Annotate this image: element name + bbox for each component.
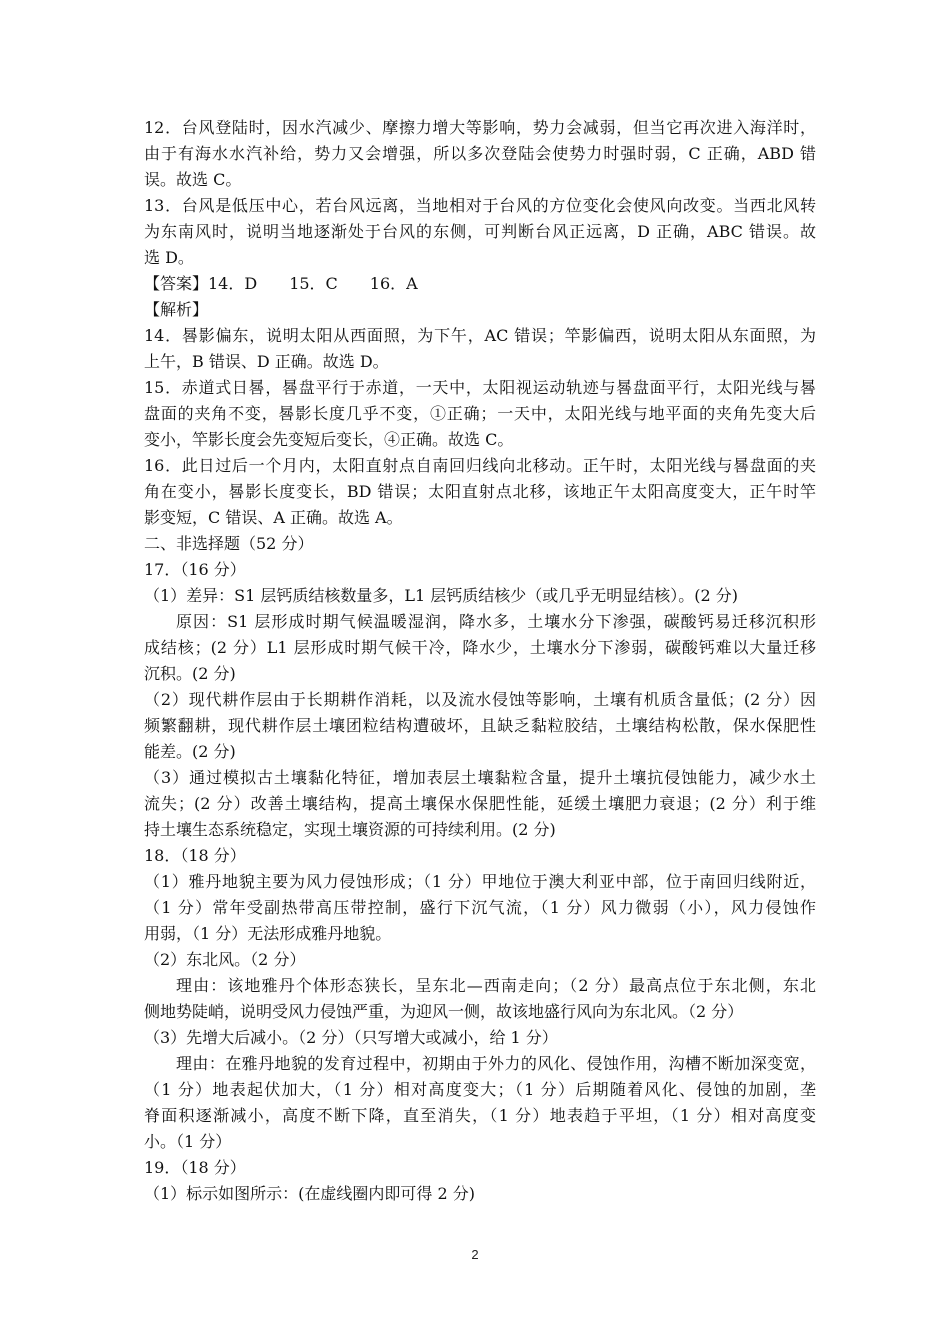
text-line: 盘面的夹角不变，晷影长度几乎不变，①正确；一天中，太阳光线与地平面的夹角先变大后 [144, 404, 816, 423]
text-line: 小。（1 分） [144, 1132, 232, 1151]
text-line: （2）东北风。（2 分） [144, 950, 306, 969]
section-heading: 二、非选择题（52 分） [144, 534, 314, 553]
text-line: （3）先增大后减小。（2 分）（只写增大或减小，给 1 分） [144, 1028, 558, 1047]
text-line: 12．台风登陆时，因水汽减少、摩擦力增大等影响，势力会减弱，但当它再次进入海洋时， [144, 118, 816, 137]
text-line: （1）雅丹地貌主要为风力侵蚀形成；（1 分）甲地位于澳大利亚中部，位于南回归线附近， [144, 872, 816, 891]
text-line: 频繁翻耕，现代耕作层土壤团粒结构遭破坏，且缺乏黏粒胶结，土壤结构松散，保水保肥性 [144, 716, 816, 735]
text-line: 成结核；(2 分）L1 层形成时期气候干冷，降水少，土壤水分下渗弱，碳酸钙难以大量迁移 [144, 638, 816, 657]
analysis-heading: 【解析】 [144, 300, 209, 319]
text-line: 误。故选 C。 [144, 170, 242, 189]
text-line: 16．此日过后一个月内，太阳直射点自南回归线向北移动。正午时，太阳光线与晷盘面的夹 [144, 456, 816, 475]
text-line: 流失；(2 分）改善土壤结构，提高土壤保水保肥性能，延缓土壤肥力衰退；(2 分）利于维 [144, 794, 816, 813]
text-line: 选 D。 [144, 248, 194, 267]
text-line: 影变短，C 错误、A 正确。故选 A。 [144, 508, 403, 527]
text-line: 由于有海水水汽补给，势力又会增强，所以多次登陆会使势力时强时弱，C 正确，ABD 错 [144, 144, 816, 163]
text-line: （1）差异：S1 层钙质结核数量多，L1 层钙质结核少（或几乎无明显结核）。(2 分) [144, 586, 739, 605]
answer-key: 【答案】14．D 15．C 16．A [144, 274, 418, 293]
text-line: （1）标示如图所示：(在虚线圈内即可得 2 分) [144, 1184, 476, 1203]
text-line: （2）现代耕作层由于长期耕作消耗，以及流水侵蚀等影响，土壤有机质含量低；(2 分）因 [144, 690, 816, 709]
text-line: 15．赤道式日晷，晷盘平行于赤道，一天中，太阳视运动轨迹与晷盘面平行，太阳光线与晷 [144, 378, 816, 397]
text-line: 能差。(2 分) [144, 742, 236, 761]
text-line: 原因：S1 层形成时期气候温暖湿润，降水多，土壤水分下渗强，碳酸钙易迁移沉积形 [176, 612, 816, 631]
question-heading: 18．（18 分） [144, 846, 246, 865]
text-line: （3）通过模拟古土壤黏化特征，增加表层土壤黏粒含量，提升土壤抗侵蚀能力，减少水土 [144, 768, 816, 787]
text-line: 角在变小，晷影长度变长，BD 错误；太阳直射点北移，该地正午太阳高度变大，正午时竿 [144, 482, 816, 501]
text-line: （1 分）地表起伏加大，（1 分）相对高度变大；（1 分）后期随着风化、侵蚀的加剧，垄 [144, 1080, 816, 1099]
text-line: 13．台风是低压中心，若台风远离，当地相对于台风的方位变化会使风向改变。当西北风转 [144, 196, 816, 215]
text-line: 理由：在雅丹地貌的发育过程中，初期由于外力的风化、侵蚀作用，沟槽不断加深变宽， [176, 1054, 816, 1073]
text-line: 用弱，（1 分）无法形成雅丹地貌。 [144, 924, 392, 943]
question-heading: 17．（16 分） [144, 560, 246, 579]
text-line: 理由：该地雅丹个体形态狭长，呈东北—西南走向；（2 分）最高点位于东北侧，东北 [176, 976, 816, 995]
page-number: 2 [471, 1247, 479, 1262]
text-line: 侧地势陡峭，说明受风力侵蚀严重，为迎风一侧，故该地盛行风向为东北风。（2 分） [144, 1002, 744, 1021]
text-line: （1 分）常年受副热带高压带控制，盛行下沉气流，（1 分）风力微弱（小），风力侵蚀作 [144, 898, 816, 917]
text-line: 上午，B 错误、D 正确。故选 D。 [144, 352, 389, 371]
question-heading: 19．（18 分） [144, 1158, 246, 1177]
text-line: 14．晷影偏东，说明太阳从西面照，为下午，AC 错误；竿影偏西，说明太阳从东面照，为 [144, 326, 816, 345]
text-line: 持土壤生态系统稳定，实现土壤资源的可持续利用。(2 分) [144, 820, 556, 839]
text-line: 脊面积逐渐减小，高度不断下降，直至消失，（1 分）地表趋于平坦，（1 分）相对高度变 [144, 1106, 816, 1125]
text-line: 为东南风时，说明当地逐渐处于台风的东侧，可判断台风正远离，D 正确，ABC 错误。故 [144, 222, 816, 241]
text-line: 变小，竿影长度会先变短后变长，④正确。故选 C。 [144, 430, 514, 449]
text-line: 沉积。(2 分) [144, 664, 236, 683]
